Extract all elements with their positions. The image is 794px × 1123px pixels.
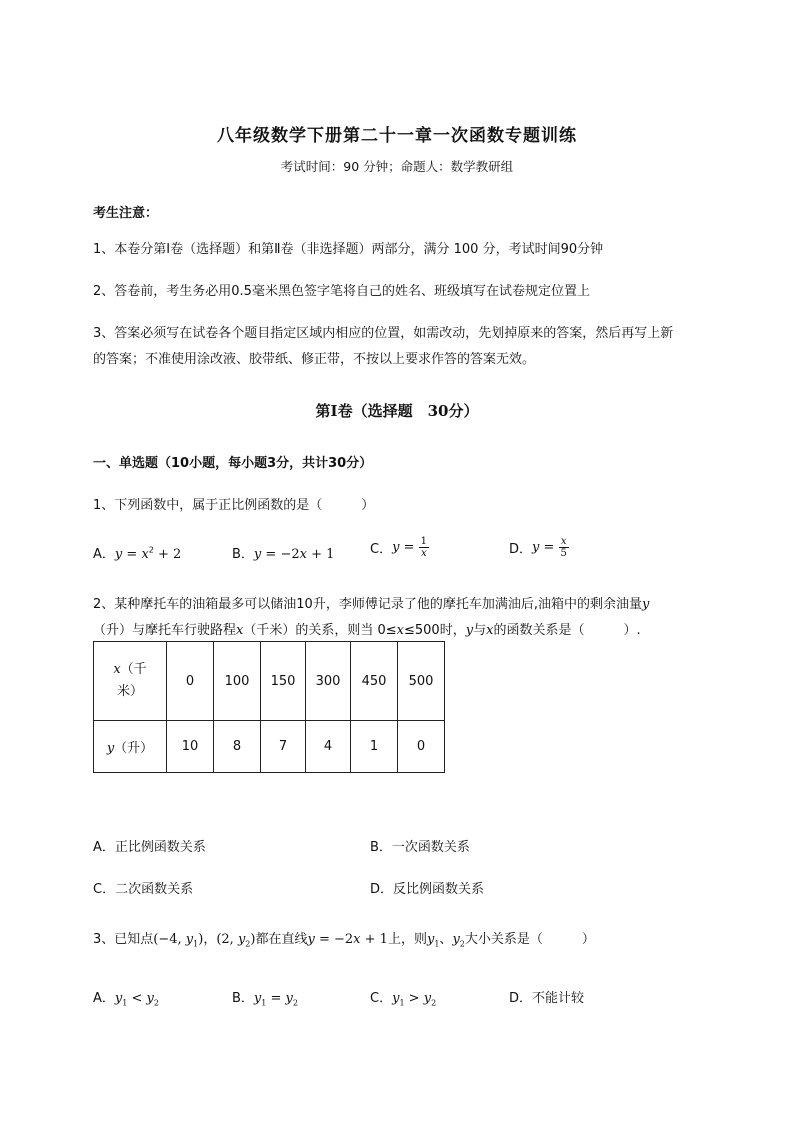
table-row	[94, 642, 445, 721]
table-cell: 450	[351, 642, 398, 721]
table-cell: 300	[306, 642, 351, 721]
table-cell: 500	[398, 642, 445, 721]
q1-option-d[interactable]: D．y = $\frac{x}{5}$	[509, 536, 567, 559]
table-cell: 150	[261, 642, 306, 721]
q2-option-c[interactable]: C．二次函数关系	[93, 882, 194, 897]
table-row	[94, 721, 445, 773]
table-cell: 8	[214, 721, 261, 773]
distance-fuel-table	[93, 641, 445, 773]
q2-option-d[interactable]: D．反比例函数关系	[370, 882, 485, 897]
q1-option-b[interactable]: B．y = −2x + 1	[232, 547, 335, 562]
table-cell: 4	[306, 721, 351, 773]
question-1-stem: 1、下列函数中，属于正比例函数的是（ ）	[93, 498, 375, 513]
exam-info: 考试时间：90 分钟；命题人：数学教研组	[280, 159, 514, 174]
page-title: 八年级数学下册第二十一章一次函数专题训练	[217, 126, 577, 146]
table-cell: 0	[398, 721, 445, 773]
question-3-stem: 3、已知点(−4, $y_1$)，(2, $y_2$)都在直线y = −2x + 1上，则$y_1$、$y_2$大小关系是（ ）	[93, 932, 595, 949]
q3-option-c[interactable]: C．$y_1 > y_2$	[370, 991, 437, 1008]
table-header-x: x（千 米）	[94, 642, 167, 721]
option-label: B．	[232, 547, 254, 562]
q1-option-a[interactable]: A．$y = x^2 + 2$	[93, 545, 182, 562]
table-cell: 10	[167, 721, 214, 773]
option-label: C．	[370, 542, 393, 557]
q2-option-b[interactable]: B．一次函数关系	[370, 840, 470, 855]
fraction: $\frac{x}{5}$	[560, 536, 567, 559]
fraction: $\frac{1}{x}$	[420, 536, 427, 559]
notice-item-3-cont: 的答案；不准使用涂改液、胶带纸、修正带，不按以上要求作答的答案无效。	[93, 352, 536, 367]
q1-option-c[interactable]: C．y = $\frac{1}{x}$	[370, 536, 427, 559]
table-cell: 1	[351, 721, 398, 773]
section-title: 第Ⅰ卷（选择题 30分）	[315, 402, 479, 420]
q3-option-d[interactable]: D．不能计较	[509, 991, 585, 1006]
option-label: D．	[509, 542, 533, 557]
q2-option-a[interactable]: A．正比例函数关系	[93, 840, 206, 855]
option-label: A．	[93, 547, 115, 562]
part-heading: 一、单选题（10小题，每小题3分，共计30分）	[93, 456, 373, 471]
q3-option-a[interactable]: A．$y_1 < y_2$	[93, 991, 159, 1008]
question-2-stem-line1: 2、某种摩托车的油箱最多可以储油10升，李师傅记录了他的摩托车加满油后,油箱中的剩余油量y	[93, 597, 650, 612]
table-cell: 0	[167, 642, 214, 721]
notice-item-3: 3、答案必须写在试卷各个题目指定区域内相应的位置，如需改动，先划掉原来的答案，然后再写上新	[93, 326, 674, 341]
notice-item-1: 1、本卷分第Ⅰ卷（选择题）和第Ⅱ卷（非选择题）两部分，满分 100 分，考试时间90分钟	[93, 242, 604, 257]
question-2-stem-line2: （升）与摩托车行驶路程x（千米）的关系，则当 0≤x≤500时，y与x的函数关系是（ ）.	[93, 623, 641, 638]
notice-item-2: 2、答卷前，考生务必用0.5毫米黑色签字笔将自己的姓名、班级填写在试卷规定位置上	[93, 284, 590, 299]
table-cell: 7	[261, 721, 306, 773]
q3-option-b[interactable]: B．$y_1 = y_2$	[232, 991, 298, 1008]
table-cell: 100	[214, 642, 261, 721]
table-header-y: y（升）	[94, 721, 167, 773]
notice-heading: 考生注意：	[93, 206, 159, 221]
